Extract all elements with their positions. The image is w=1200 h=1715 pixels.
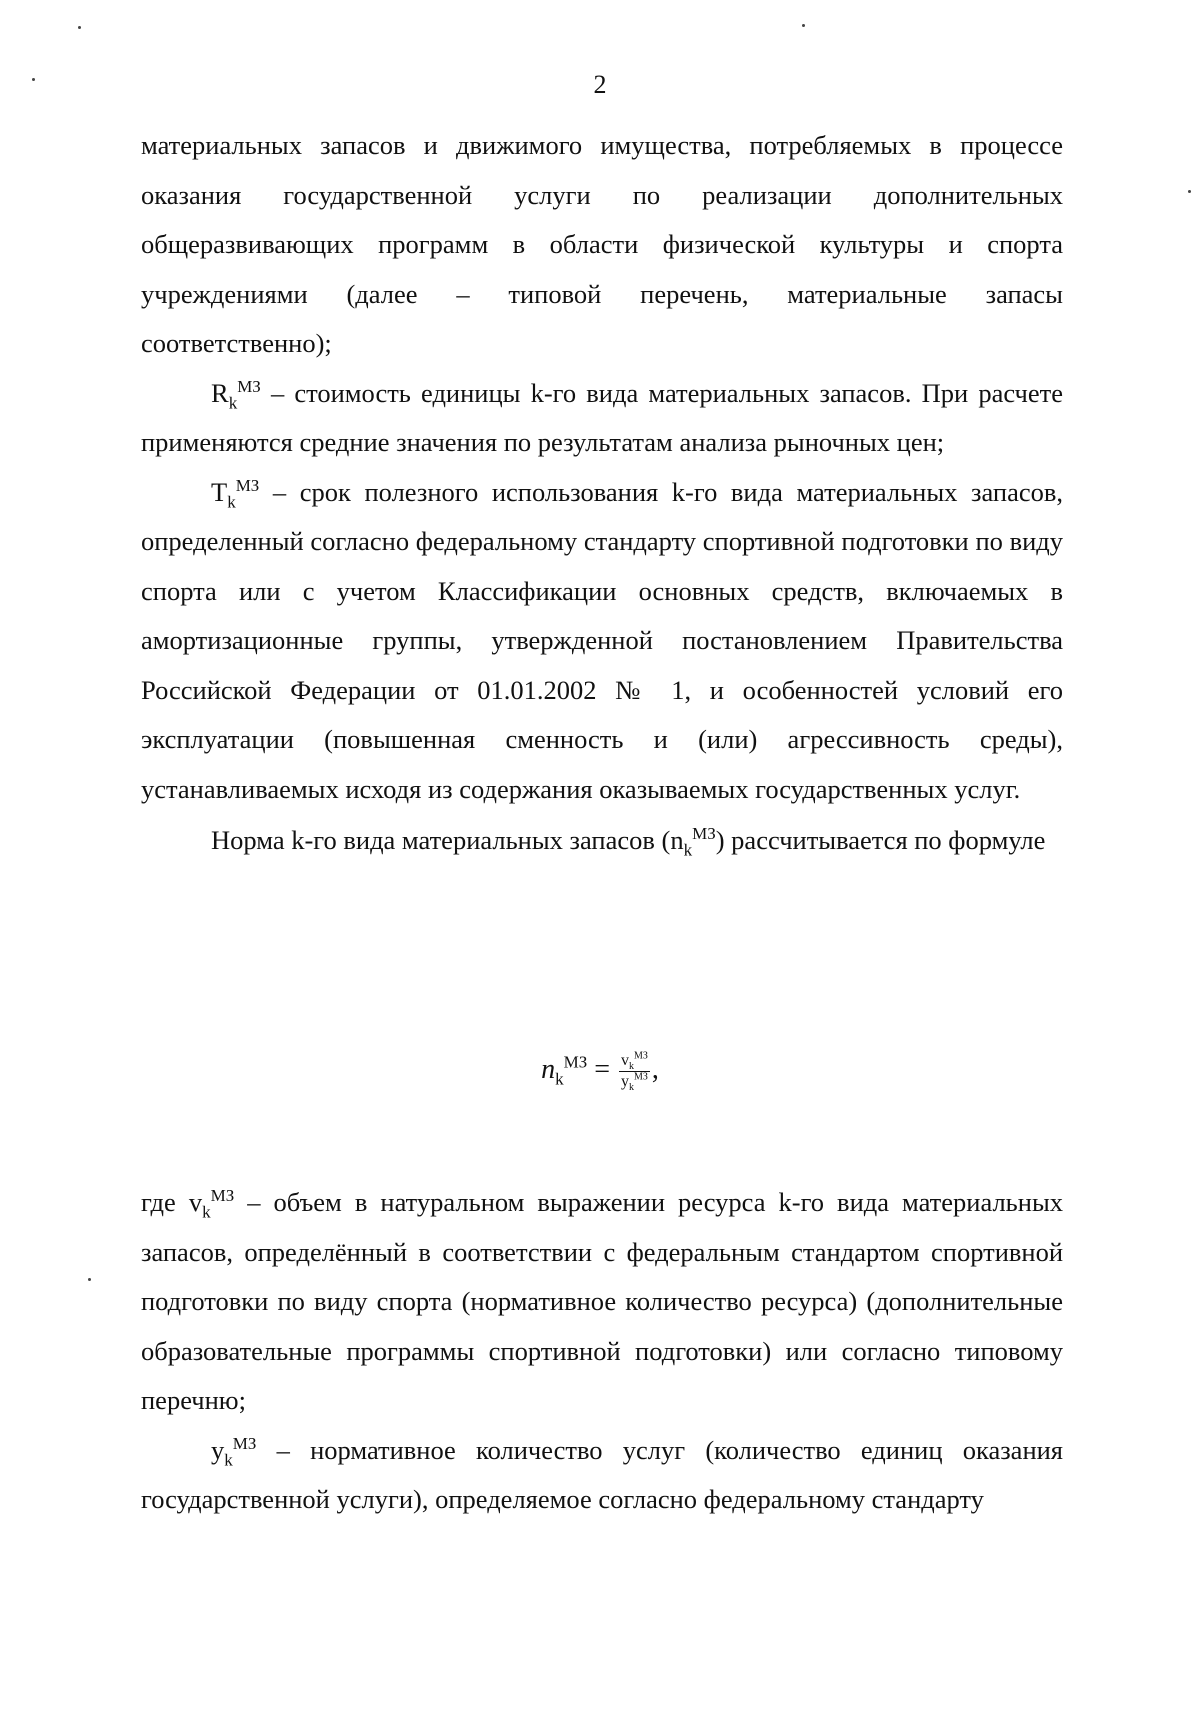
paragraph-text: – объем в натуральном выражении ресурса k-го вида материальных запасов, определённый в соответствии с федеральным стандартом спортивной подготовки по виду спорта (нормативное количество ресурса) (дополнительные образовательные программы спортивной подготовки) или согласно типовому перечню; <box>141 1187 1063 1415</box>
paragraph-text: – срок полезного использования k-го вида материальных запасов, определенный согласно федеральному стандарту спортивной подготовки по виду спорта или с учетом Классификации основных средств, включаемых в амортизационные группы, утвержденной постановлением Правительства Российской Федерации от 01.01.2002 № 1, и особенностей условий его эксплуатации (повышенная сменность и (или) агрессивность среды), устанавливаемых исходя из содержания оказываемых государственных услуг. <box>141 476 1063 804</box>
body-text-upper <box>141 121 1063 866</box>
formula-numerator: $v_k^{МЗ}$ <box>621 1050 648 1073</box>
scan-speck <box>88 1278 91 1281</box>
scan-speck <box>1188 190 1191 193</box>
symbol-t: $T_k^{МЗ}$ <box>211 475 260 511</box>
formula-equals: = <box>587 1053 618 1085</box>
symbol-y: $y_k^{МЗ}$ <box>211 1433 257 1469</box>
scan-speck <box>32 78 35 81</box>
paragraph-materials-list <box>141 121 1063 369</box>
formula: $n_k^{МЗ}$ = $\frac{v_k^{МЗ}}{y_k^{МЗ}}$ , <box>541 1050 659 1094</box>
symbol-r: $R_k^{МЗ}$ <box>211 376 261 412</box>
paragraph-volume-definition: где $v_k^{МЗ}$ – объем в натуральном выражении ресурса k-го вида материальных запасов, определённый в соответствии с федеральным стандартом спортивной подготовки по виду спорта (нормативное количество ресурса) (дополнительные образовательные программы спортивной подготовки) или согласно типовому перечню; <box>141 1186 1063 1415</box>
page-number: 2 <box>593 70 607 99</box>
formula-fraction <box>619 1050 650 1094</box>
formula-denominator: $y_k^{МЗ}$ <box>621 1071 648 1094</box>
body-text-lower <box>141 1178 1063 1525</box>
paragraph-text: – нормативное количество услуг (количество единиц оказания государственной услуги), определяемое согласно федеральному стандарту <box>141 1434 1063 1514</box>
paragraph-term-definition <box>141 468 1063 815</box>
paragraph-service-quantity <box>141 1426 1063 1525</box>
paragraph-cost-definition <box>141 369 1063 468</box>
paragraph-text: – стоимость единицы k-го вида материальных запасов. При расчете применяются средние значения по результатам анализа рыночных цен; <box>141 377 1063 457</box>
formula-lhs: n <box>541 1053 556 1085</box>
scan-speck <box>78 26 81 29</box>
paragraph-text: материальных запасов и движимого имущества, потребляемых в процессе оказания государственной услуги по реализации дополнительных общеразвивающих программ в области физической культуры и спорта учреждениями (далее – типовой перечень, материальные запасы соответственно); <box>141 130 1063 358</box>
scan-speck <box>802 24 805 27</box>
paragraph-norm-intro: Норма k-го вида материальных запасов $(n_k^{МЗ})$ рассчитывается по формуле <box>211 824 1046 860</box>
